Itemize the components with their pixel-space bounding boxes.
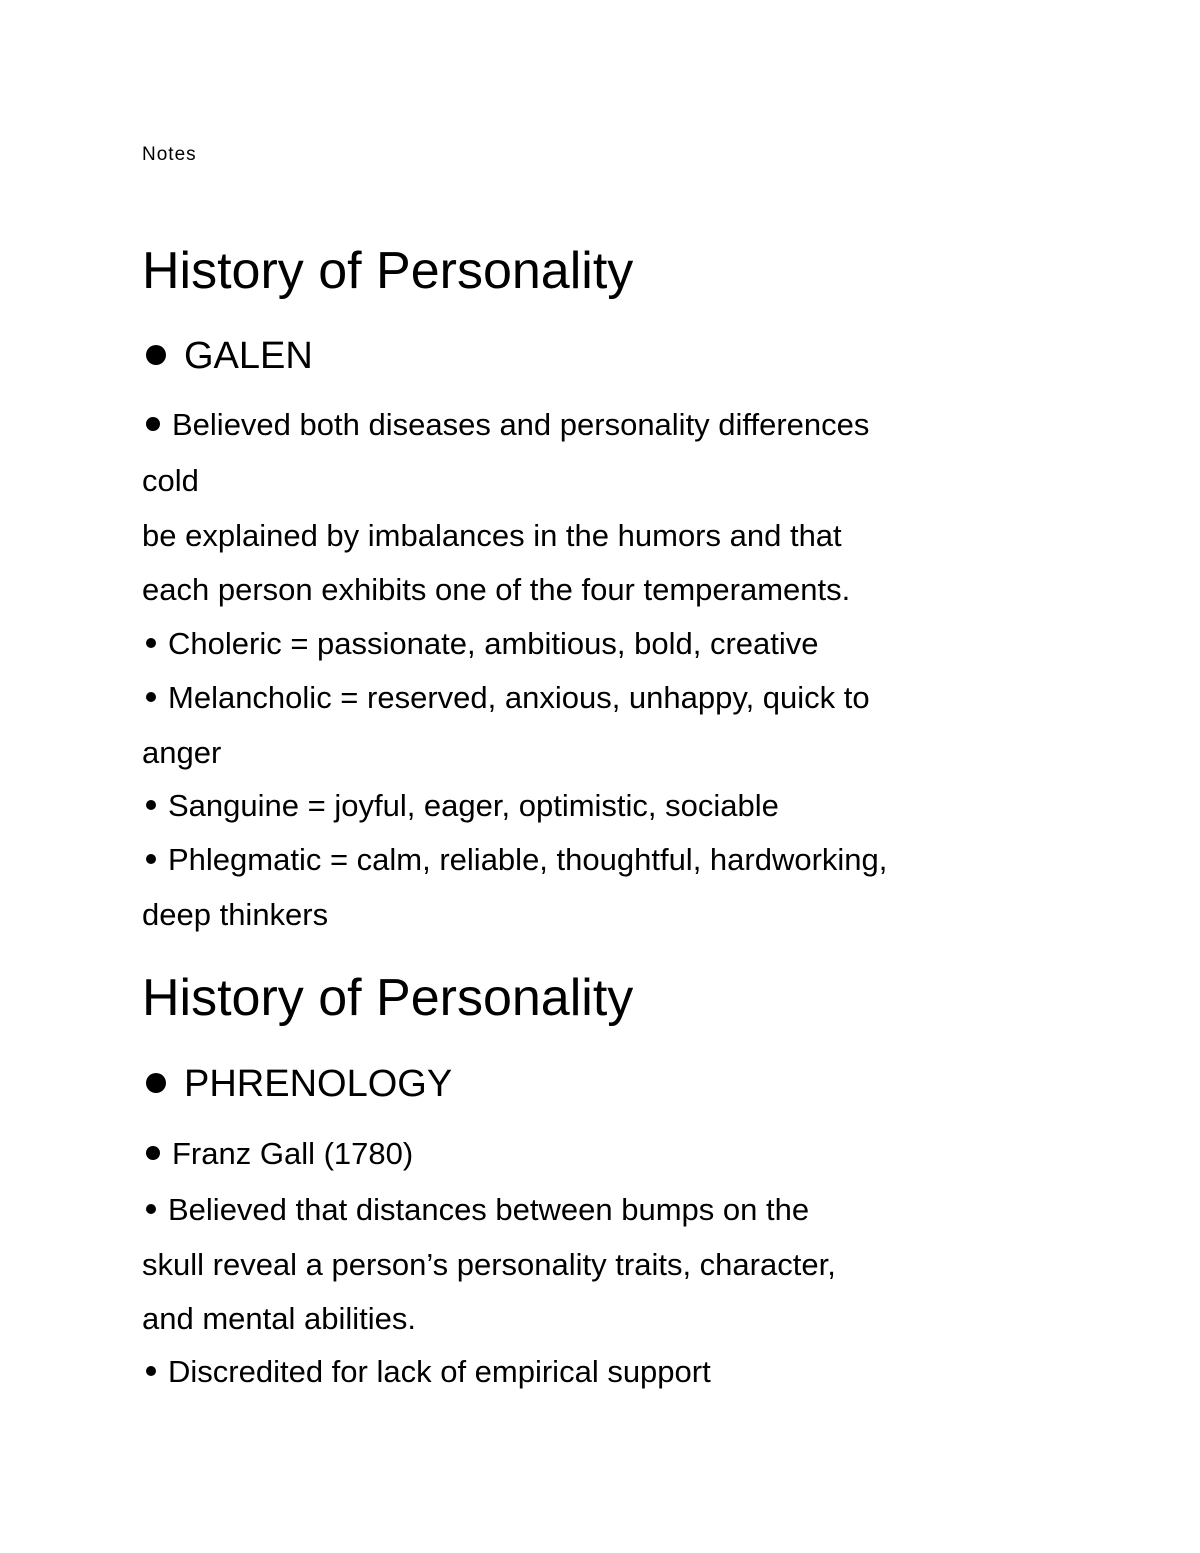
page-header-label: Notes (142, 144, 197, 165)
list-item: Sanguine = joyful, eager, optimistic, sociable (142, 786, 779, 826)
list-item: Melancholic = reserved, anxious, unhappy, quick to (142, 678, 870, 718)
list-item: Phlegmatic = calm, reliable, thoughtful, hardworking, (142, 840, 887, 880)
section-heading: History of Personality (142, 969, 634, 1027)
text-line: each person exhibits one of the four temperaments. (142, 572, 851, 607)
topic-galen (142, 333, 313, 379)
text-line: deep thinkers (142, 897, 329, 932)
section-heading: History of Personality (142, 242, 634, 300)
topic-label: GALEN (184, 335, 313, 377)
text-line: anger (142, 735, 222, 770)
list-item: Believed that distances between bumps on the (142, 1190, 809, 1230)
bullet-icon (146, 345, 166, 365)
topic-phrenology (142, 1061, 452, 1107)
text-line: skull reveal a person’s personality traits, character, (142, 1247, 836, 1282)
list-item: Franz Gall (1780) (142, 1134, 413, 1174)
topic-label: PHRENOLOGY (184, 1063, 453, 1105)
list-item: Believed both diseases and personality differences (142, 405, 869, 445)
text-line: and mental abilities. (142, 1301, 416, 1336)
list-item: Discredited for lack of empirical support (142, 1352, 711, 1392)
text-line: be explained by imbalances in the humors and that (142, 518, 842, 553)
text-line: cold (142, 463, 199, 498)
bullet-icon (146, 1073, 166, 1093)
list-item: Choleric = passionate, ambitious, bold, creative (142, 624, 819, 664)
